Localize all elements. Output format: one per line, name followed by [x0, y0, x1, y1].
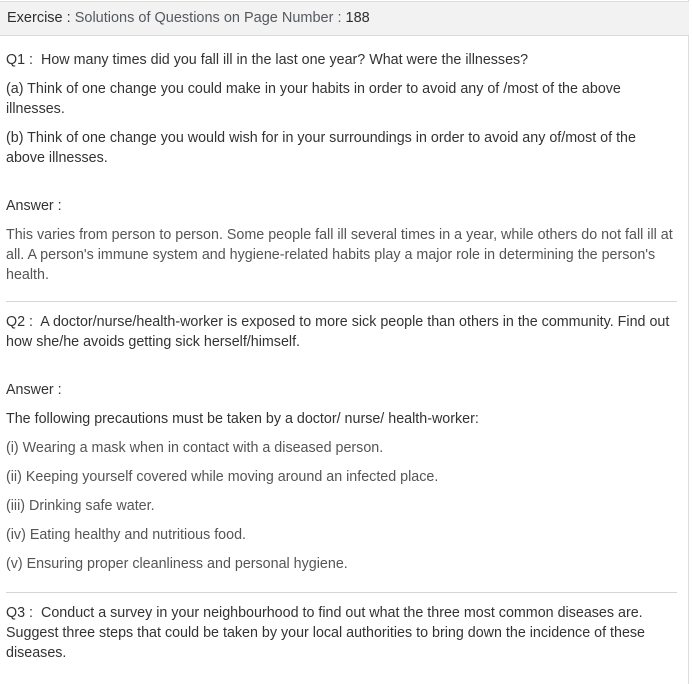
answer-item: (i) Wearing a mask when in contact with a diseased person.	[6, 440, 384, 456]
answer-item: (iv) Eating healthy and nutritious food.	[6, 527, 247, 543]
answer-text: This varies from person to person. Some people fall ill several times in a year, while others do not fall ill at all. A person's immune system and hygiene-related habits play a major role in determining the person's health.	[6, 227, 673, 283]
exercise-header	[0, 1, 689, 36]
question-number: Q1 :	[6, 52, 34, 68]
answer-item: (ii) Keeping yourself covered while moving around an infected place.	[6, 469, 439, 485]
question-text: A doctor/nurse/health-worker is exposed to more sick people than others in the community. Find out how she/he avoids getting sick herself/himself.	[6, 314, 670, 350]
question-part-b: (b) Think of one change you would wish for in your surroundings in order to avoid any of/most of the above illnesses.	[6, 130, 636, 166]
exercise-label: Exercise :	[7, 10, 71, 26]
question-2	[6, 312, 677, 352]
answer-item: (v) Ensuring proper cleanliness and personal hygiene.	[6, 556, 348, 572]
solutions-content	[6, 36, 677, 663]
question-block-3	[6, 593, 677, 663]
answer-intro: The following precautions must be taken by a doctor/ nurse/ health-worker:	[6, 411, 479, 427]
exercise-description: Solutions of Questions on Page Number :	[74, 10, 342, 26]
question-number: Q3 :	[6, 605, 34, 621]
question-block-2	[6, 302, 677, 574]
question-3	[6, 603, 677, 663]
question-1	[6, 50, 677, 70]
page-number: 188	[345, 10, 370, 26]
answer-label: Answer :	[6, 198, 62, 214]
question-part-a: (a) Think of one change you could make in your habits in order to avoid any of /most of the above illnesses.	[6, 81, 621, 117]
question-block-1	[6, 36, 677, 285]
answer-item: (iii) Drinking safe water.	[6, 498, 155, 514]
question-text: Conduct a survey in your neighbourhood to find out what the three most common diseases are. Suggest three steps that could be taken by your local authorities to bring down the incidence of these diseases.	[6, 605, 645, 661]
question-number: Q2 :	[6, 314, 34, 330]
question-text: How many times did you fall ill in the last one year? What were the illnesses?	[41, 52, 529, 68]
answer-label: Answer :	[6, 382, 62, 398]
